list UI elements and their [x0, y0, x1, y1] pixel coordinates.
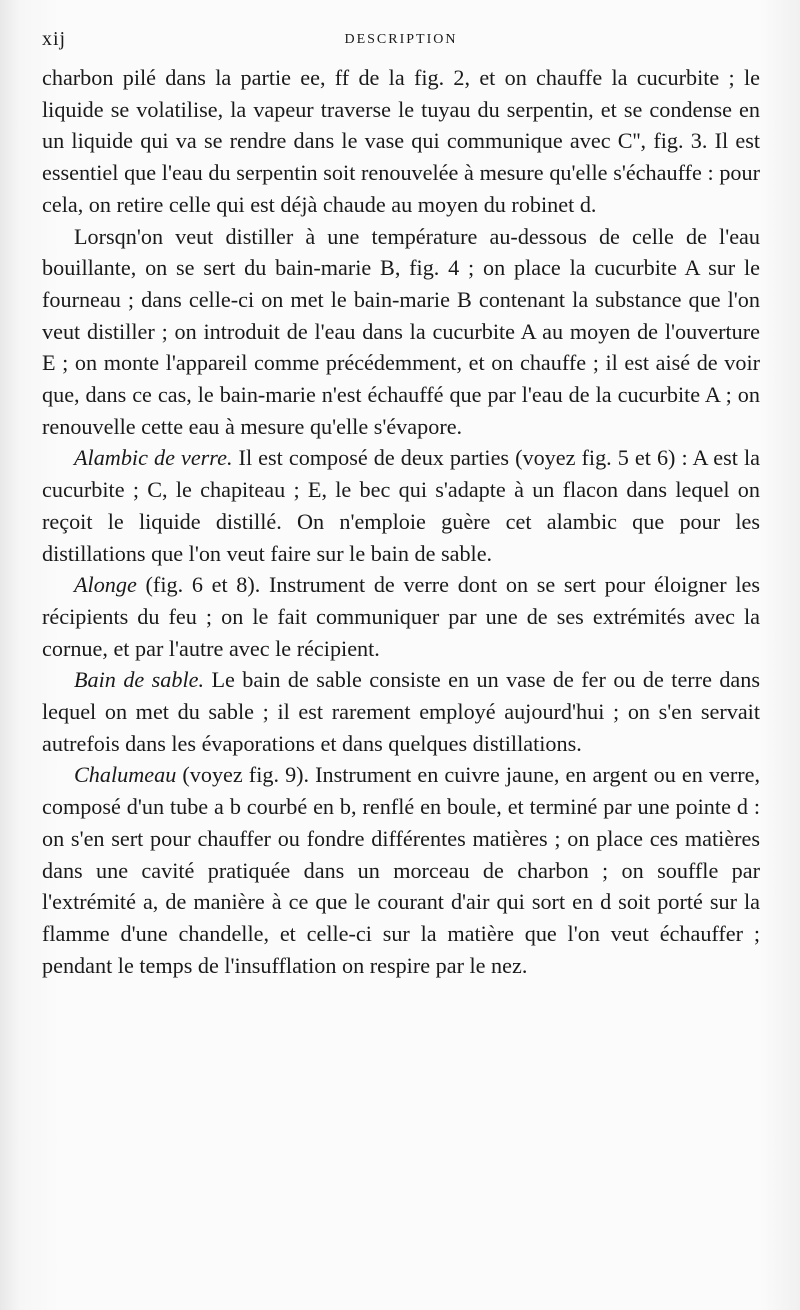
paragraph-text: Lorsqn'on veut distiller à une température au-dessous de celle de l'eau bouillante, on se sert du bain-marie B, fig. 4 ; on place la cucurbite A sur le fourneau ; dans celle-ci on met le bain-marie B contenant la substance que l'on veut distiller ; on introduit de l'eau dans la cucurbite A au moyen de l'ouverture E ; on monte l'appareil comme précédemment, et on chauffe ; il est aisé de voir que, dans ce cas, le bain-marie n'est échauffé que par l'eau de la cucurbite A ; on renouvelle cette eau à mesure qu'elle s'évapore.	[42, 223, 760, 439]
entry-text: (voyez fig. 9). Instrument en cuivre jaune, en argent ou en verre, composé d'un tube a b courbé en b, renflé en boule, et terminé par une pointe d : on s'en sert pour chauffer ou fondre différentes matières ; on place ces matières dans une cavité pratiquée dans un morceau de charbon ; on souffle par l'extrémité a, de manière à ce que le courant d'air qui sort en d soit porté sur la flamme d'une chandelle, et celle-ci sur la matière que l'on veut échauffer ; pendant le temps de l'insufflation on respire par le nez.	[42, 762, 760, 978]
body-text	[42, 62, 760, 981]
paragraph-text: charbon pilé dans la partie ee, ff de la fig. 2, et on chauffe la cucurbite ; le liquide se volatilise, la vapeur traverse le tuyau du serpentin, et se condense en un liquide qui va se rendre dans le vase qui communique avec C'', fig. 3. Il est essentiel que l'eau du serpentin soit renouvelée à mesure qu'elle s'échauffe : pour cela, on retire celle qui est déjà chaude au moyen du robinet d.	[42, 65, 760, 217]
entry-alonge	[42, 569, 760, 664]
page-header	[42, 28, 760, 58]
running-title: DESCRIPTION	[344, 32, 458, 47]
entry-term: Alonge	[74, 572, 137, 598]
paragraph-bain-marie	[42, 221, 760, 443]
entry-term: Chalumeau	[74, 762, 177, 788]
entry-text: (fig. 6 et 8). Instrument de verre dont on se sert pour éloigner les récipients du feu ; on le fait communiquer par une de ses extrémités avec la cornue, et par l'autre avec le récipient.	[42, 572, 760, 661]
paragraph-continuation	[42, 62, 760, 221]
entry-text: Il est composé de deux parties (voyez fig. 5 et 6) : A est la cucurbite ; C, le chapiteau ; E, le bec qui s'adapte à un flacon dans lequel on reçoit le liquide distillé. On n'emploie guère cet alambic que pour les distillations que l'on veut faire sur le bain de sable.	[42, 445, 761, 566]
entry-text: Le bain de sable consiste en un vase de fer ou de terre dans lequel on met du sable ; il est rarement employé aujourd'hui ; on s'en servait autrefois dans les évaporations et dans quelques distillations.	[42, 667, 760, 756]
page-number: xij	[42, 28, 67, 50]
entry-term: Bain de sable.	[74, 667, 205, 693]
entry-alambic-de-verre	[42, 442, 760, 569]
entry-bain-de-sable	[42, 664, 760, 759]
entry-chalumeau	[42, 759, 760, 981]
entry-term: Alambic de verre.	[74, 445, 233, 471]
